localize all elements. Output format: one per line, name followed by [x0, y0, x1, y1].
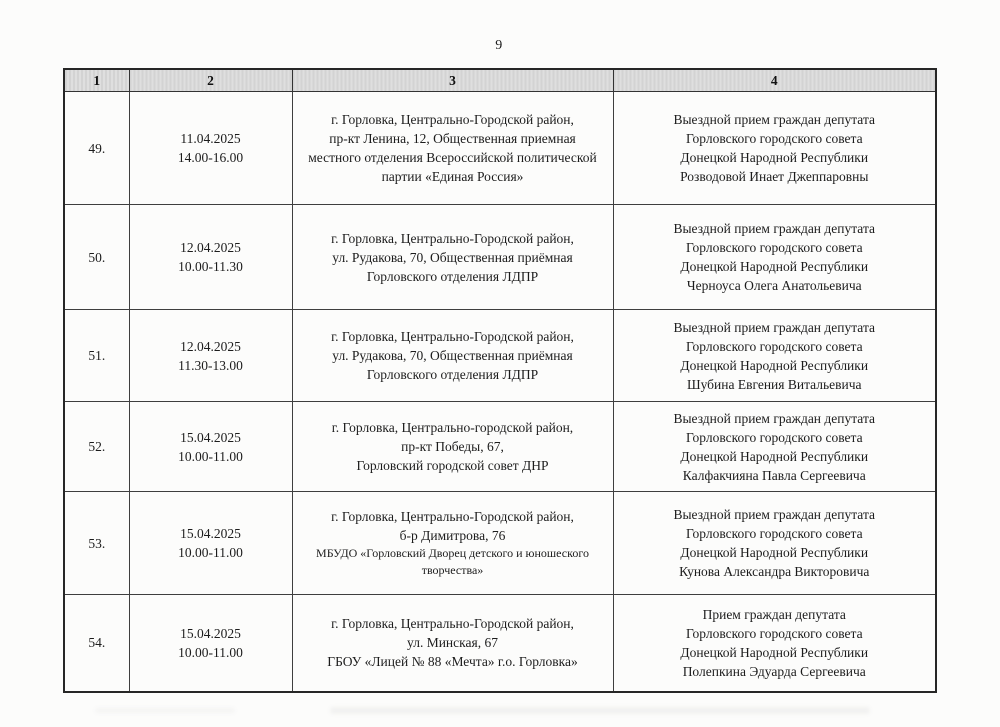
event-line: Шубина Евгения Витальевича	[686, 376, 862, 392]
date-time-cell	[129, 92, 292, 205]
table-header	[64, 69, 936, 92]
location-line: б-р Димитрова, 76	[399, 528, 506, 543]
event-cell	[613, 492, 936, 595]
event-line: Донецкой Народной Республики	[680, 448, 869, 464]
location-line: ул. Рудакова, 70, Общественная приёмная	[332, 348, 573, 363]
event-cell	[613, 92, 936, 205]
location-line: г. Горловка, Центрально-Городской район,	[331, 112, 574, 127]
location-line: г. Горловка, Центрально-Городской район,	[331, 509, 574, 524]
location-line: пр-кт Ленина, 12, Общественная приемная	[329, 131, 576, 146]
location-line: ул. Минская, 67	[407, 635, 498, 651]
event-line: Выездной прием граждан депутата	[673, 507, 876, 522]
event-line: Донецкой Народной Республики	[680, 259, 869, 274]
location-line: г. Горловка, Центрально-городской район,	[331, 420, 574, 435]
event-line: Полепкина Эдуарда Сергеевича	[682, 663, 866, 679]
row-number-cell: 54.	[64, 595, 129, 692]
table-header-row	[64, 69, 936, 92]
time-text: 10.00-11.00	[178, 545, 243, 560]
time-text: 10.00-11.00	[178, 644, 243, 660]
date-text: 12.04.2025	[180, 240, 241, 255]
event-line: Горловского городского совета	[685, 131, 863, 146]
date-text: 11.04.2025	[180, 131, 241, 146]
table-row	[64, 92, 936, 205]
column-header-4: 4	[613, 69, 936, 92]
event-line: Донецкой Народной Республики	[680, 644, 869, 660]
event-line: Прием граждан депутата	[702, 606, 846, 622]
table-row	[64, 402, 936, 492]
event-line: Горловского городского совета	[685, 625, 863, 641]
table-row	[64, 595, 936, 692]
scan-artifact	[95, 708, 235, 713]
event-line: Донецкой Народной Республики	[680, 357, 869, 373]
location-line: ул. Рудакова, 70, Общественная приёмная	[332, 249, 573, 265]
row-number-cell: 53.	[64, 492, 129, 595]
table-row	[64, 205, 936, 310]
event-line: Калфакчияна Павла Сергеевича	[682, 467, 866, 483]
table-row	[64, 310, 936, 402]
row-number-cell: 49.	[64, 92, 129, 205]
table-row	[64, 492, 936, 595]
location-line: ГБОУ «Лицей № 88 «Мечта» г.о. Горловка»	[327, 654, 578, 670]
location-line: Горловского отделения ЛДПР	[366, 367, 539, 382]
event-line: Горловского городского совета	[685, 338, 863, 354]
row-number-cell: 50.	[64, 205, 129, 310]
event-line: Горловского городского совета	[685, 240, 863, 255]
date-time-cell	[129, 205, 292, 310]
location-line: Горловский городской совет ДНР	[356, 458, 549, 473]
page-number: 9	[495, 38, 503, 53]
date-time-cell	[129, 402, 292, 492]
date-time-cell	[129, 492, 292, 595]
location-line: г. Горловка, Центрально-Городской район,	[331, 329, 574, 344]
event-line: Выездной прием граждан депутата	[673, 112, 876, 127]
location-cell	[292, 205, 613, 310]
location-line: творчества»	[421, 563, 484, 577]
row-number-cell: 51.	[64, 310, 129, 402]
event-line: Розводовой Инает Джеппаровны	[680, 169, 869, 184]
date-text: 15.04.2025	[180, 429, 241, 445]
column-header-1: 1	[64, 69, 129, 92]
location-cell	[292, 595, 613, 692]
location-line: партии «Единая Россия»	[381, 169, 524, 184]
location-line: пр-кт Победы, 67,	[401, 439, 504, 454]
location-cell	[292, 310, 613, 402]
event-cell	[613, 595, 936, 692]
event-line: Выездной прием граждан депутата	[673, 319, 876, 335]
event-line: Черноуса Олега Анатольевича	[686, 278, 862, 293]
location-cell	[292, 492, 613, 595]
event-cell	[613, 402, 936, 492]
location-line: г. Горловка, Центрально-Городской район,	[331, 616, 574, 632]
event-cell	[613, 310, 936, 402]
date-text: 15.04.2025	[180, 526, 241, 541]
time-text: 10.00-11.00	[178, 448, 243, 464]
schedule-table	[63, 68, 937, 693]
event-line: Донецкой Народной Республики	[680, 545, 869, 560]
location-line: местного отделения Всероссийской политической	[308, 150, 597, 165]
scan-artifact	[330, 707, 870, 714]
location-line: Горловского отделения ЛДПР	[366, 268, 539, 284]
event-line: Донецкой Народной Республики	[680, 150, 869, 165]
date-time-cell	[129, 595, 292, 692]
event-line: Горловского городского совета	[685, 526, 863, 541]
date-time-cell	[129, 310, 292, 402]
table-body	[64, 92, 936, 692]
location-cell	[292, 92, 613, 205]
location-cell	[292, 402, 613, 492]
event-line: Кунова Александра Викторовича	[679, 564, 870, 579]
event-line: Выездной прием граждан депутата	[673, 221, 876, 236]
location-line: г. Горловка, Центрально-Городской район,	[331, 230, 574, 246]
event-line: Выездной прием граждан депутата	[673, 410, 876, 426]
column-header-3: 3	[292, 69, 613, 92]
event-cell	[613, 205, 936, 310]
date-text: 15.04.2025	[180, 625, 241, 641]
row-number-cell: 52.	[64, 402, 129, 492]
column-header-2: 2	[129, 69, 292, 92]
location-line: МБУДО «Горловский Дворец детского и юношеского	[316, 546, 589, 560]
time-text: 11.30-13.00	[178, 357, 243, 373]
time-text: 10.00-11.30	[178, 259, 243, 274]
time-text: 14.00-16.00	[177, 150, 244, 165]
date-text: 12.04.2025	[180, 338, 241, 354]
event-line: Горловского городского совета	[685, 429, 863, 445]
